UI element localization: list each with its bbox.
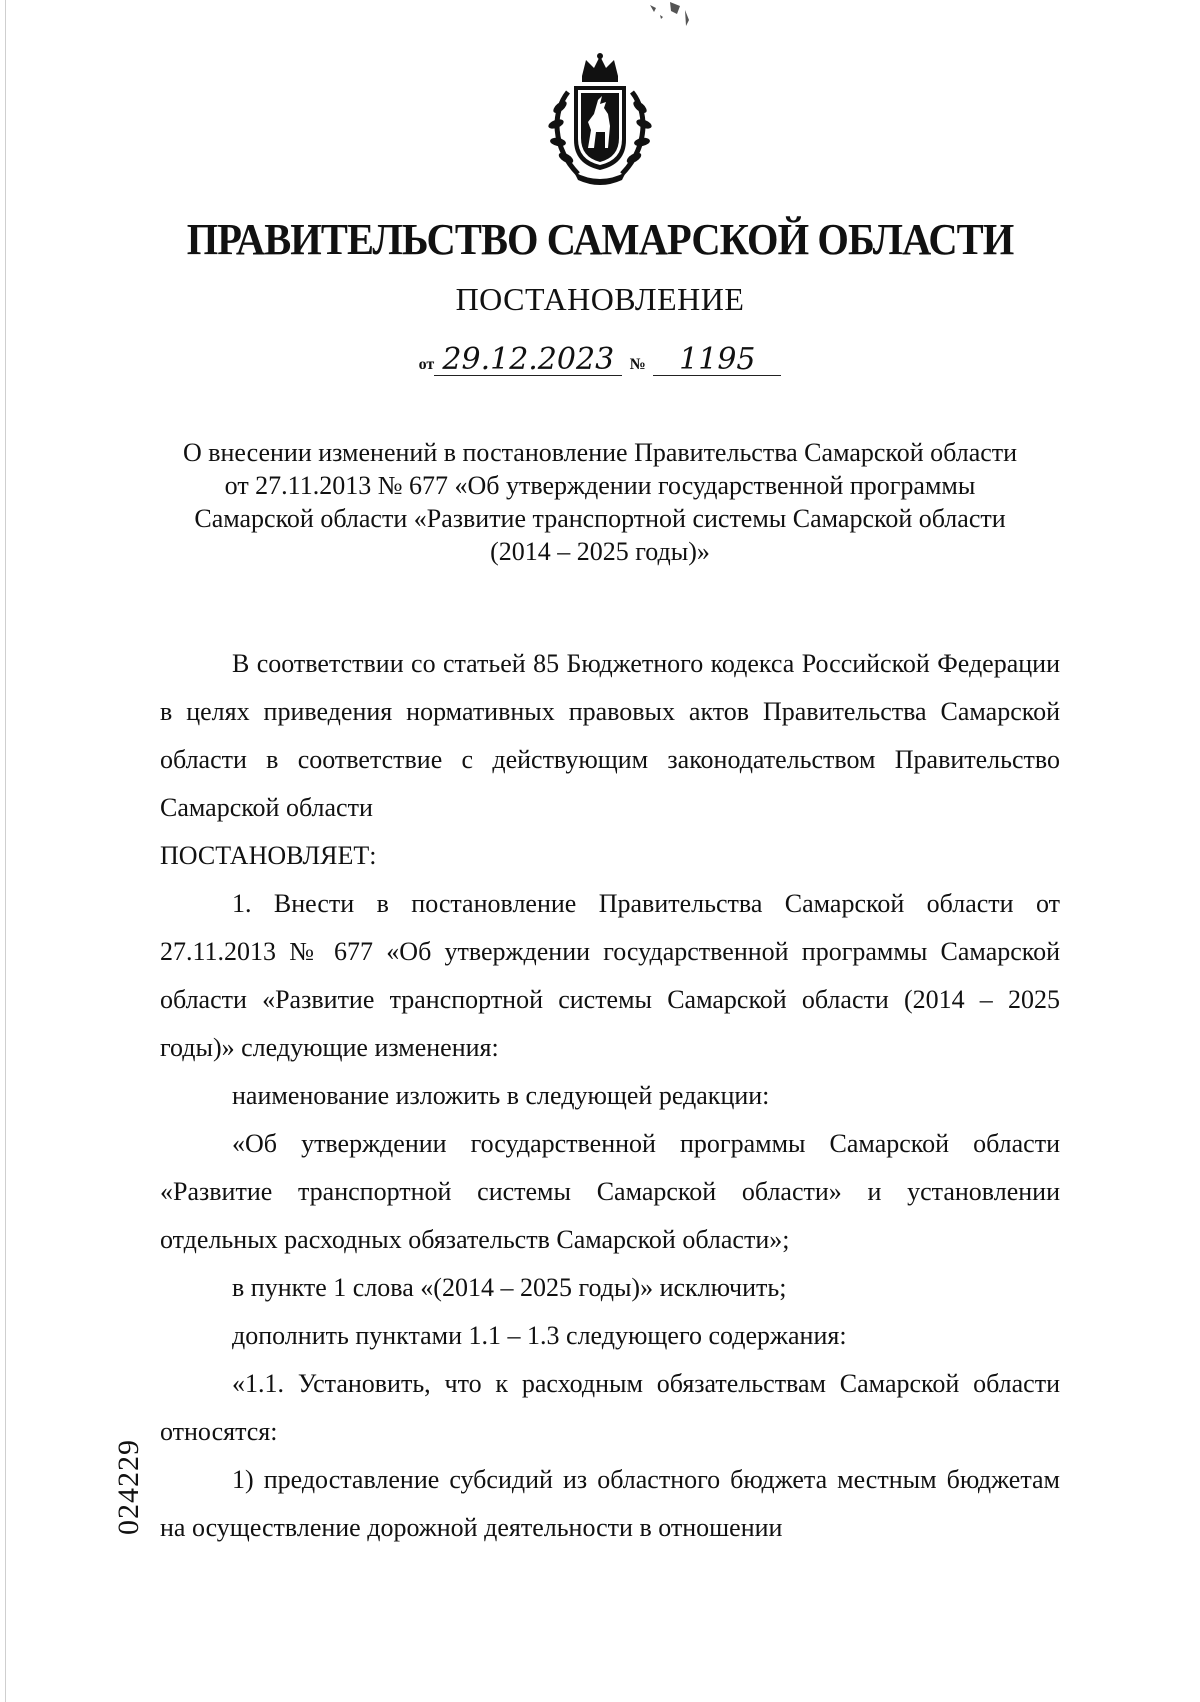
margin-serial-number: 024229 [112, 1439, 145, 1535]
date-number-line [0, 343, 1200, 377]
body-paragraph: дополнить пунктами 1.1 – 1.3 следующего содержания: [232, 1321, 847, 1350]
subject-line: от 27.11.2013 № 677 «Об утверждении государственной программы [224, 471, 976, 500]
body-paragraph: «Об утверждении государственной программы Самарской области «Развитие транспортной системы Самарской области» и установлении отдельных расходных обязательств Самарской области»; [160, 1129, 1060, 1254]
date-prefix: от [418, 356, 435, 373]
subject-line: О внесении изменений в постановление Правительства Самарской области [182, 438, 1018, 467]
body-paragraph: в пункте 1 слова «(2014 – 2025 годы)» исключить; [232, 1273, 787, 1302]
organization-title: ПРАВИТЕЛЬСТВО САМАРСКОЙ ОБЛАСТИ [186, 215, 1014, 264]
document-body [160, 640, 1060, 1552]
resolves-heading: ПОСТАНОВЛЯЕТ: [160, 841, 377, 870]
preamble-paragraph: В соответствии со статьей 85 Бюджетного кодекса Российской Федерации в целях приведения нормативных правовых актов Правительства Самарской области в соответствие с действующим законодательством Правительство Самарской области [160, 649, 1060, 822]
number-prefix: № [629, 356, 646, 373]
document-type: ПОСТАНОВЛЕНИЕ [455, 281, 745, 317]
document-date: 29.12.2023 [434, 345, 622, 376]
body-paragraph: 1. Внести в постановление Правительства Самарской области от 27.11.2013 № 677 «Об утверждении государственной программы Самарской области «Развитие транспортной системы Самарской области (2014 – 2025 годы)» следующие изменения: [160, 889, 1060, 1062]
scan-edge [5, 0, 6, 1702]
body-paragraph: 1) предоставление субсидий из областного бюджета местным бюджетам на осуществление дорожной деятельности в отношении [160, 1465, 1060, 1542]
coat-of-arms-icon [538, 52, 662, 190]
document-subject [140, 436, 1060, 568]
subject-line: (2014 – 2025 годы)» [490, 537, 710, 566]
scan-artifact [630, 0, 720, 40]
body-paragraph: «1.1. Установить, что к расходным обязательствам Самарской области относятся: [160, 1369, 1060, 1446]
document-number: 1195 [653, 345, 781, 376]
subject-line: Самарской области «Развитие транспортной системы Самарской области [194, 504, 1006, 533]
body-paragraph: наименование изложить в следующей редакции: [232, 1081, 770, 1110]
